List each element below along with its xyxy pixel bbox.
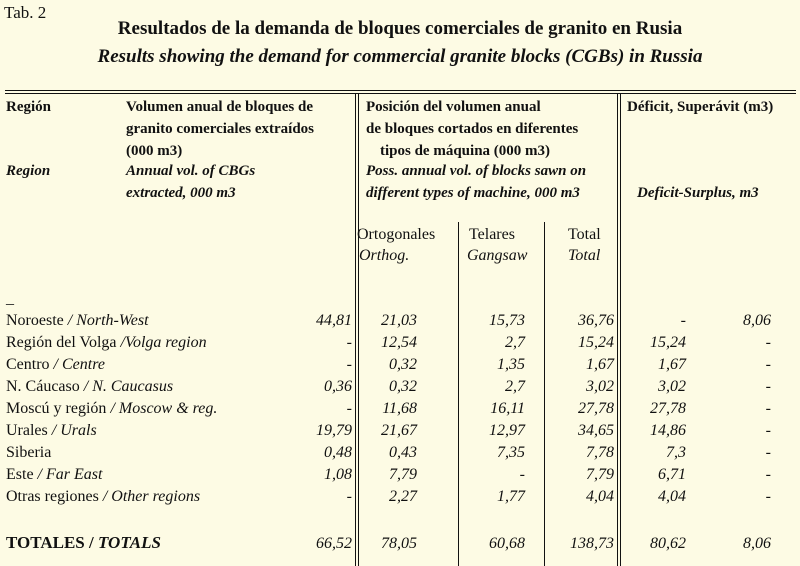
row-label (6, 356, 105, 374)
cell-surplus: - (765, 400, 771, 417)
header-position-es-line3: tipos de máquina (000 m3) (380, 143, 551, 159)
subheader-gangsaw-en: Gangsaw (467, 247, 528, 264)
subheader-total-es: Total (568, 226, 601, 243)
cell-surplus: - (765, 466, 771, 483)
cell-total: 36,76 (578, 312, 614, 329)
row-label-es: Centro (6, 356, 50, 373)
row-label (6, 444, 51, 462)
title-spanish: Resultados de la demanda de bloques comerciales de granito en Rusia (117, 18, 683, 39)
row-label-es: Urales (6, 422, 48, 439)
cell-total: 4,04 (586, 488, 614, 505)
header-deficit-en: Deficit-Surplus, m3 (637, 185, 759, 201)
cell-surplus: - (765, 356, 771, 373)
row-label-en: / Urals (51, 422, 97, 439)
row-label-en: / N. Caucasus (83, 378, 174, 395)
totals-orthog: 78,05 (381, 535, 417, 552)
row-label-en: / Other regions (102, 488, 201, 505)
row-label-es: Este (6, 466, 34, 483)
cell-gangsaw: 2,7 (505, 334, 525, 351)
column-divider-gangsaw (544, 222, 545, 566)
cell-surplus: - (765, 422, 771, 439)
cell-surplus: - (765, 488, 771, 505)
cell-deficit: 6,71 (658, 466, 686, 483)
column-divider-orthog (458, 222, 459, 566)
cell-extracted: 44,81 (316, 312, 352, 329)
row-label (6, 488, 200, 506)
column-divider-1-double (358, 93, 359, 566)
subheader-orthog-es: Ortogonales (357, 226, 436, 243)
cell-orthog: 11,68 (382, 400, 417, 417)
totals-total: 138,73 (570, 535, 614, 552)
table-number-label: Tab. 2 (4, 3, 47, 22)
header-volume-es-line3: (000 m3) (126, 143, 183, 159)
cell-extracted: - (346, 334, 352, 351)
cell-total: 34,65 (578, 422, 614, 439)
cell-deficit: 4,04 (658, 488, 686, 505)
totals-label-sep: / (89, 533, 94, 552)
cell-extracted: 0,48 (324, 444, 352, 461)
header-volume-en-line1: Annual vol. of CBGs (126, 163, 256, 179)
row-label-en: / North-West (67, 312, 149, 329)
subheader-gangsaw-es: Telares (469, 226, 515, 243)
row-label-es: Siberia (6, 444, 52, 461)
cell-gangsaw: 16,11 (490, 400, 525, 417)
row-label-es: Noroeste (6, 312, 64, 329)
row-label (6, 334, 207, 352)
header-position-en-line2: different types of machine, 000 m3 (366, 185, 580, 201)
header-position-es-line1: Posición del volumen anual (366, 99, 541, 115)
cell-gangsaw: 2,7 (505, 378, 525, 395)
cell-extracted: - (346, 400, 352, 417)
row-label (6, 378, 173, 396)
header-volume-es-line2: granito comerciales extraídos (126, 121, 315, 137)
row-label-en: /Volga region (120, 334, 207, 351)
row-label-es: Región del Volga (6, 334, 117, 351)
cell-gangsaw: 12,97 (489, 422, 525, 439)
cell-extracted: 19,79 (316, 422, 352, 439)
cell-deficit: 3,02 (658, 378, 686, 395)
totals-surplus: 8,06 (743, 535, 771, 552)
header-position-es-line2: de bloques cortados en diferentes (366, 121, 579, 137)
cell-extracted: - (346, 356, 352, 373)
cell-orthog: 2,27 (389, 488, 417, 505)
row-label-en: / Moscow & reg. (110, 400, 218, 417)
cell-surplus: - (765, 334, 771, 351)
totals-label-es: TOTALES (6, 533, 85, 552)
row-label-en: / Centre (53, 356, 105, 373)
header-position-en-line1: Poss. annual vol. of blocks sawn on (366, 163, 587, 179)
column-divider-1 (355, 93, 356, 566)
row-label-es: Moscú y región (6, 400, 107, 417)
cell-orthog: 12,54 (381, 334, 417, 351)
header-volume-es-line1: Volumen anual de bloques de (126, 99, 314, 115)
totals-label (6, 533, 161, 553)
row-label (6, 400, 217, 418)
header-region-es: Región (6, 99, 51, 115)
cell-total: 3,02 (586, 378, 614, 395)
cell-gangsaw: 1,77 (497, 488, 525, 505)
table-top-rule-double (5, 93, 796, 94)
header-region-en: Region (6, 163, 51, 179)
row-label (6, 312, 149, 330)
header-deficit-es: Déficit, Superávit (m3) (627, 99, 774, 115)
cell-total: 7,79 (586, 466, 614, 483)
subheader-total-en: Total (568, 247, 601, 264)
cell-deficit: 15,24 (650, 334, 686, 351)
cell-surplus: - (765, 378, 771, 395)
cell-orthog: 21,03 (381, 312, 417, 329)
row-label (6, 422, 97, 440)
cell-deficit: 14,86 (650, 422, 686, 439)
cell-orthog: 0,32 (389, 356, 417, 373)
totals-label-en: TOTALS (97, 533, 161, 552)
title-english: Results showing the demand for commercial granite blocks (CGBs) in Russia (97, 46, 703, 67)
cell-extracted: - (346, 488, 352, 505)
totals-extracted: 66,52 (316, 535, 352, 552)
cell-extracted: 0,36 (324, 378, 352, 395)
column-divider-2-double (620, 93, 621, 566)
cell-orthog: 0,43 (389, 444, 417, 461)
cell-orthog: 7,79 (389, 466, 417, 483)
cell-deficit: 1,67 (658, 356, 686, 373)
cell-extracted: 1,08 (324, 466, 352, 483)
cell-gangsaw: 7,35 (497, 444, 525, 461)
cell-gangsaw: 15,73 (489, 312, 525, 329)
cell-total: 27,78 (578, 400, 614, 417)
row-label-en: / Far East (37, 466, 103, 483)
row-label (6, 466, 102, 484)
cell-gangsaw: 1,35 (497, 356, 525, 373)
cell-surplus: 8,06 (743, 312, 771, 329)
cell-orthog: 21,67 (381, 422, 417, 439)
cell-surplus: - (765, 444, 771, 461)
cell-total: 7,78 (586, 444, 614, 461)
cell-total: 1,67 (586, 356, 614, 373)
cell-deficit: 7,3 (666, 444, 686, 461)
cell-orthog: 0,32 (389, 378, 417, 395)
totals-deficit: 80,62 (650, 535, 686, 552)
header-volume-en-line2: extracted, 000 m3 (126, 185, 236, 201)
cell-total: 15,24 (578, 334, 614, 351)
row-label-es: Otras regiones (6, 488, 99, 505)
cell-deficit: - (680, 312, 686, 329)
column-divider-2 (617, 93, 618, 566)
row-label-es: N. Cáucaso (6, 378, 80, 395)
cell-gangsaw: - (519, 466, 525, 483)
cell-deficit: 27,78 (650, 400, 686, 417)
table-top-rule (5, 90, 796, 91)
totals-gangsaw: 60,68 (489, 535, 525, 552)
dash-marker: _ (6, 290, 14, 307)
subheader-orthog-en: Orthog. (359, 247, 410, 264)
